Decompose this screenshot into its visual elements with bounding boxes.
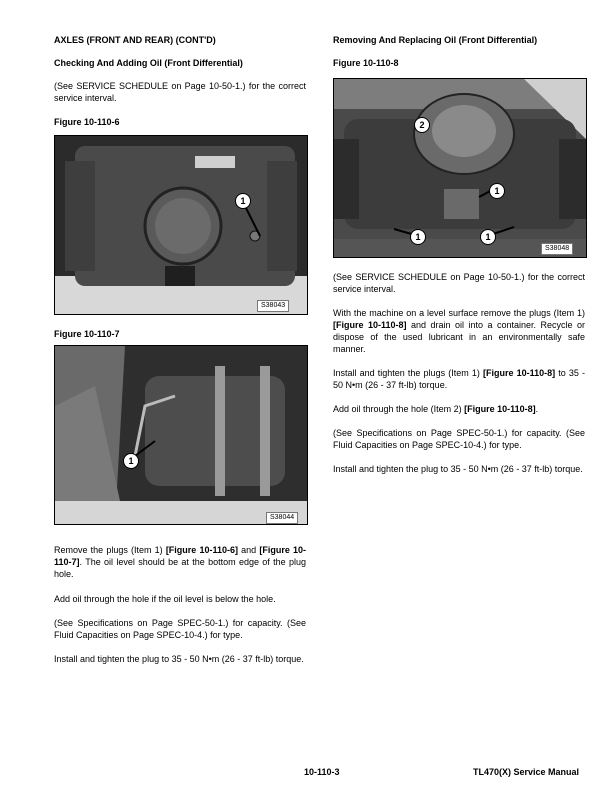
specs-paragraph: (See Specifications on Page SPEC-50-1.) for capacity. (See Fluid Capacities on Page SPEC-10-4.) for type.: [54, 618, 306, 640]
figure-7-label: Figure 10-110-7: [54, 329, 120, 339]
figure-6-label: Figure 10-110-6: [54, 117, 120, 127]
image-code: S38043: [257, 300, 289, 312]
intro-paragraph: (See SERVICE SCHEDULE on Page 10-50-1.) for the correct service interval.: [54, 81, 306, 103]
remove-plugs-paragraph: Remove the plugs (Item 1) [Figure 10-110-6] and [Figure 10-110-7]. The oil level should be at the bottom edge of the plug hole.: [54, 545, 306, 579]
figure-ref-link[interactable]: [Figure 10-110-6]: [165, 545, 238, 555]
figure-10-110-8-photo: [333, 78, 587, 258]
specs-paragraph: (See Specifications on Page SPEC-50-1.) for capacity. (See Fluid Capacities on Page SPEC-10-4.) for type.: [333, 428, 585, 450]
figure-8-label: Figure 10-110-8: [333, 58, 399, 68]
figure-ref-link[interactable]: [Figure 10-110-7]: [54, 545, 306, 567]
image-code: S38048: [541, 243, 573, 255]
section-title: AXLES (FRONT AND REAR) (CONT'D): [54, 35, 216, 45]
section-title-removing: Removing And Replacing Oil (Front Differential): [333, 35, 538, 45]
manual-title: TL470(X) Service Manual: [473, 767, 580, 777]
callout-item-1: 1: [489, 183, 505, 199]
figure-ref-link[interactable]: [Figure 10-110-8]: [482, 368, 556, 378]
drain-oil-paragraph: With the machine on a level surface remove the plugs (Item 1) [Figure 10-110-8] and drain oil into a container. Recycle or dispose of the used lubricant in an environmentally safe manner.: [333, 308, 585, 354]
image-code: S38044: [266, 512, 298, 524]
service-interval-paragraph: (See SERVICE SCHEDULE on Page 10-50-1.) for the correct service interval.: [333, 272, 585, 294]
tighten-plugs-paragraph: Install and tighten the plugs (Item 1) [Figure 10-110-8] to 35 - 50 N•m (26 - 37 ft-lb) torque.: [333, 368, 585, 390]
figure-10-110-6-photo: [54, 135, 308, 315]
callout-item-1: 1: [123, 453, 139, 469]
figure-10-110-7-photo: [54, 345, 308, 525]
figure-ref-link[interactable]: [Figure 10-110-8]: [464, 404, 536, 414]
callout-item-1: 1: [410, 229, 426, 245]
callout-item-1: 1: [235, 193, 251, 209]
torque-paragraph: Install and tighten the plug to 35 - 50 N•m (26 - 37 ft-lb) torque.: [54, 654, 304, 664]
torque-paragraph: Install and tighten the plug to 35 - 50 N•m (26 - 37 ft-lb) torque.: [333, 464, 583, 474]
callout-item-2: 2: [414, 117, 430, 133]
subsection-title-checking: Checking And Adding Oil (Front Differential): [54, 58, 243, 68]
add-oil-hole-paragraph: Add oil through the hole (Item 2) [Figure 10-110-8].: [333, 404, 539, 414]
page-number: 10-110-3: [304, 767, 340, 777]
callout-item-1: 1: [480, 229, 496, 245]
add-oil-paragraph: Add oil through the hole if the oil level is below the hole.: [54, 594, 276, 604]
figure-ref-link[interactable]: [Figure 10-110-8]: [333, 320, 407, 330]
